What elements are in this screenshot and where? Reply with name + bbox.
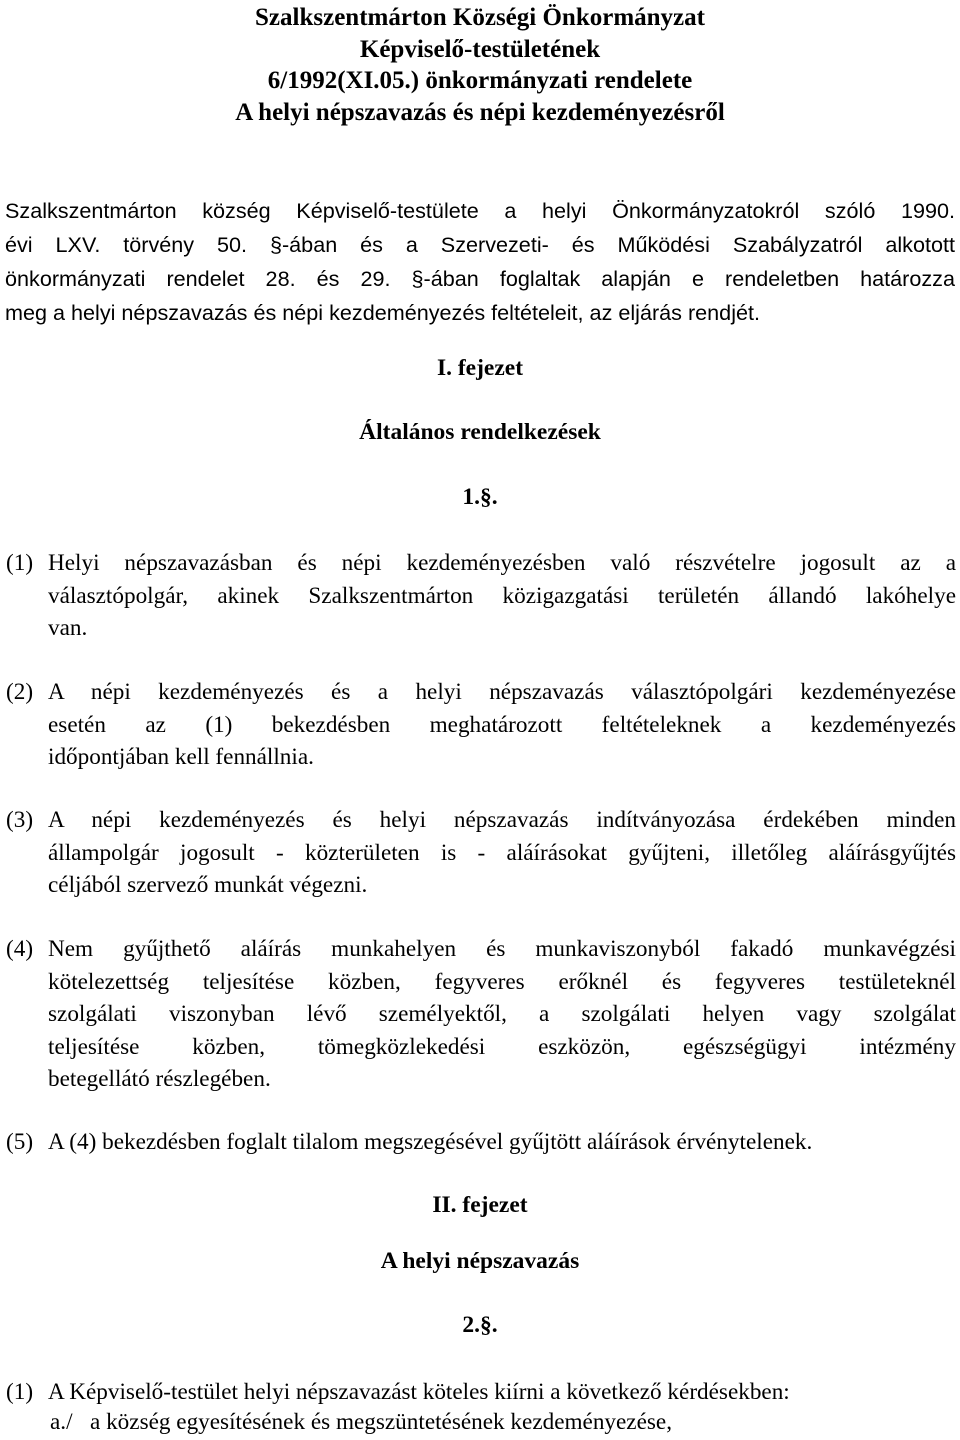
list-marker: a./ [50,1409,73,1435]
preamble-line: évi LXV. törvény 50. §-ában és a Szervezeti- és Működési Szabályzatról alkotott [5,232,955,257]
paragraph-line: Helyi népszavazásban és népi kezdeményezésben való részvételre jogosult az a [48,550,956,576]
paragraph-number: (4) [6,936,34,962]
preamble-line: önkormányzati rendelet 28. és 29. §-ában foglaltak alapján e rendeletben határozza [5,266,955,291]
list-item-text: a község egyesítésének és megszüntetésének kezdeményezése, [90,1409,672,1435]
chapter-1-title: Általános rendelkezések [359,419,601,445]
paragraph-line: A népi kezdeményezés és helyi népszavazás indítványozása érdekében minden [48,807,956,833]
paragraph-line: időpontjában kell fennállnia. [48,744,314,770]
paragraph-line: A népi kezdeményezés és a helyi népszavazás választópolgári kezdeményezése [48,679,956,705]
paragraph-1-3 [6,804,956,902]
paragraph-number: (5) [6,1129,34,1155]
paragraph-line: Nem gyűjthető aláírás munkahelyen és munkaviszonyból fakadó munkavégzési [48,936,956,962]
paragraph-line: betegellátó részlegében. [48,1066,271,1092]
header-line-2: Képviselő-testületének [359,35,601,63]
header-line-3: 6/1992(XI.05.) önkormányzati rendelete [267,67,693,94]
preamble [5,194,955,330]
chapter-2-title: A helyi népszavazás [380,1248,580,1274]
paragraph-1-2 [6,676,956,774]
paragraph-1-4 [6,933,956,1096]
paragraph-line: kötelezettség teljesítése közben, fegyveres erőknél és fegyveres testületeknél [48,968,956,995]
paragraph-line: választópolgár, akinek Szalkszentmárton közigazgatási területén állandó lakóhelye [48,582,956,609]
paragraph-line: szolgálati viszonyban lévő személyektől, a szolgálati helyen vagy szolgálat [48,1001,956,1027]
paragraph-line: esetén az (1) bekezdésben meghatározott feltételeknek a kezdeményezés [48,711,956,738]
section-2-number: 2.§. [462,1312,498,1338]
paragraph-number: (1) [6,1379,34,1405]
paragraph-number: (2) [6,679,34,705]
section-1-number: 1.§. [462,484,498,510]
document-header [0,2,960,128]
list-item-a [6,1406,956,1439]
paragraph-line: állampolgár jogosult - közterületen is - aláírásokat gyűjteni, illetőleg aláírásgyűjtés [48,839,956,866]
preamble-line: meg a helyi népszavazás és népi kezdeményezés feltételeit, az eljárás rendjét. [5,300,761,325]
paragraph-1-1 [6,547,956,645]
paragraph-line: A Képviselő-testület helyi népszavazást köteles kiírni a következő kérdésekben: [48,1379,790,1405]
header-line-1: Szalkszentmárton Községi Önkormányzat [255,4,705,31]
chapter-2-number: II. fejezet [432,1192,528,1218]
preamble-line: Szalkszentmárton község Képviselő-testülete a helyi Önkormányzatokról szóló 1990. [5,198,955,223]
chapter-1-number: I. fejezet [436,355,524,381]
paragraph-2-1 [6,1376,956,1409]
paragraph-line: teljesítése közben, tömegközlekedési eszközön, egészségügyi intézmény [48,1033,956,1060]
header-line-4: A helyi népszavazás és népi kezdeményezésről [235,98,725,126]
paragraph-line: céljából szervező munkát végezni. [48,872,368,898]
paragraph-line: A (4) bekezdésben foglalt tilalom megszegésével gyűjtött aláírások érvénytelenek. [48,1129,813,1155]
paragraph-line: van. [48,615,88,641]
paragraph-number: (3) [6,807,34,833]
paragraph-number: (1) [6,550,34,576]
paragraph-1-5 [6,1126,956,1159]
